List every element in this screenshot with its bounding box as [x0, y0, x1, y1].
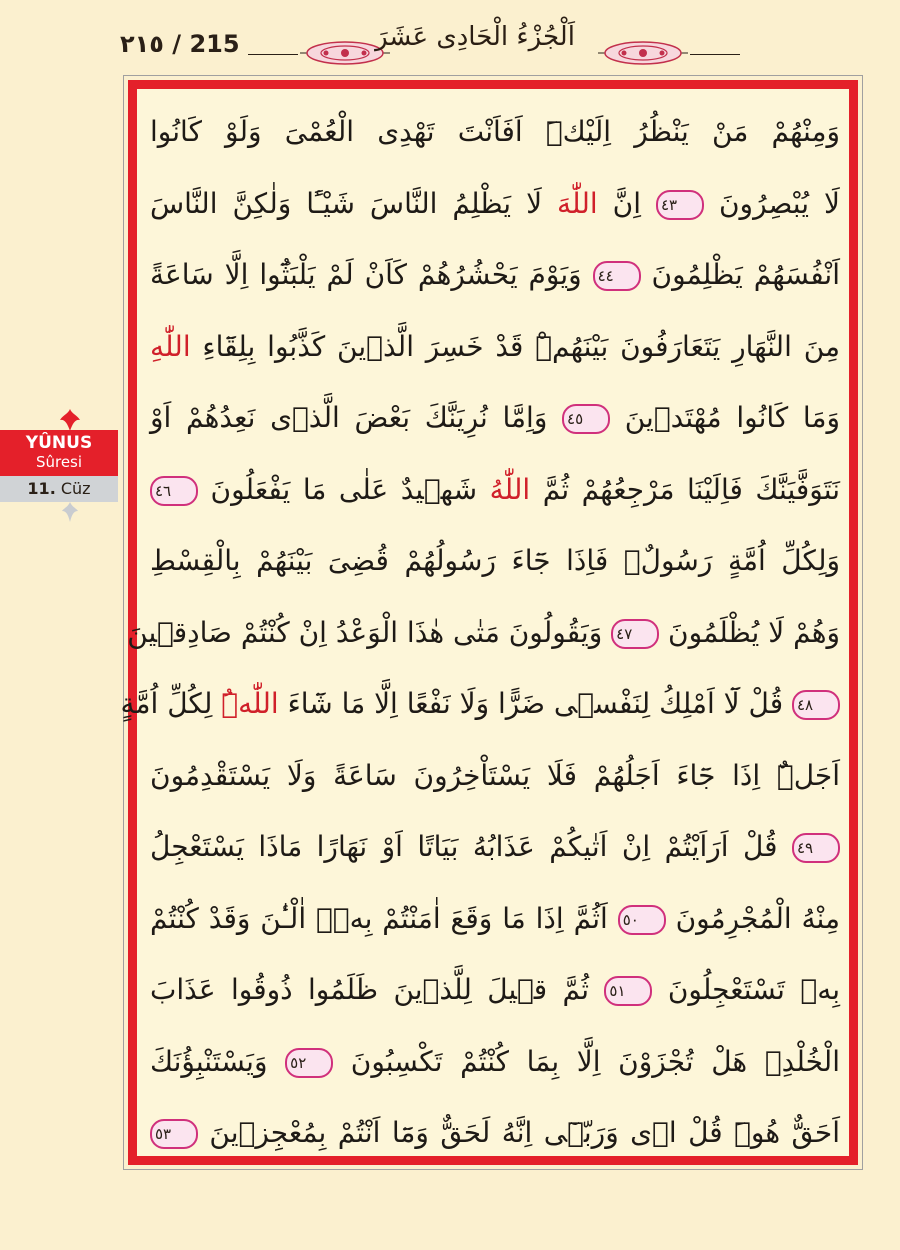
- verse-text: مِنَ النَّهَارِ يَتَعَارَفُونَ بَيْنَهُمْۜ قَدْ خَسِرَ الَّذٖينَ كَذَّبُوا بِلِقَٓاءِ: [190, 329, 840, 363]
- ayah-number-marker: ٤٧: [611, 619, 659, 649]
- page-number-arabic: ٢١٥: [120, 30, 164, 58]
- fleur-ornament-icon: [58, 408, 82, 432]
- verse-line: [150, 311, 840, 383]
- verse-line: [150, 525, 840, 597]
- juz-number: 11.: [27, 479, 56, 498]
- header-rule-right: [690, 54, 740, 55]
- verse-text: الْخُلْدِۚ هَلْ تُجْزَوْنَ اِلَّا بِمَا كُنْتُمْ تَكْسِبُونَ: [333, 1044, 840, 1078]
- verse-line: [120, 668, 840, 740]
- ayah-number-marker: ٤٥: [562, 404, 610, 434]
- verse-text: وَمَا كَانُوا مُهْتَدٖينَ: [610, 401, 840, 434]
- ayah-number-marker: ٥٢: [285, 1048, 333, 1078]
- ayah-number-marker: ٤٨: [792, 690, 840, 720]
- verse-line: [150, 1097, 840, 1169]
- divine-name: اللّٰهُ: [489, 472, 531, 506]
- verse-line: [127, 597, 840, 669]
- verse-text: لَا يُبْصِرُونَ: [703, 186, 841, 220]
- verse-line: [150, 883, 840, 955]
- verse-text: نَتَوَفَّيَنَّكَ فَاِلَيْنَا مَرْجِعُهُمْ ثُمَّ: [530, 472, 840, 506]
- verse-text: لِكُلِّ اُمَّةٍ: [120, 687, 222, 720]
- verse-text: وَمِنْهُمْ مَنْ يَنْظُرُ اِلَيْكَۜ اَفَاَنْتَ تَهْدِى الْعُمْىَ وَلَوْ كَانُوا: [150, 115, 840, 148]
- ayah-number-marker: ٤٩: [792, 833, 840, 863]
- verse-line: [150, 1026, 840, 1098]
- verse-text: لَا يَظْلِمُ النَّاسَ شَيْـًٔا وَلٰكِنَّ النَّاسَ: [150, 186, 558, 220]
- juz-label: Cüz: [60, 479, 91, 498]
- verse-line: [150, 811, 840, 883]
- header-rule-left: [248, 54, 298, 55]
- verse-text: وَيَقُولُونَ مَتٰى هٰذَا الْوَعْدُ اِنْ كُنْتُمْ صَادِقٖينَ: [127, 615, 612, 649]
- surah-label-box: [0, 430, 118, 476]
- juz-label-box: [0, 476, 118, 502]
- floral-ornament-icon: [598, 40, 688, 66]
- verse-text: قُلْ لَٓا اَمْلِكُ لِنَفْسٖى ضَرًّا وَلَا نَفْعًا اِلَّا مَا شَٓاءَ: [278, 687, 792, 720]
- ayah-number-marker: ٤٦: [150, 476, 198, 506]
- verse-text: اَثُمَّ اِذَا مَا وَقَعَ اٰمَنْتُمْ بِهٖۜ اٰلْـٰٔنَ وَقَدْ كُنْتُمْ: [150, 901, 618, 935]
- verse-line: [150, 740, 840, 812]
- verse-text: مِنْهُ الْمُجْرِمُونَ: [665, 901, 840, 935]
- verse-text: ثُمَّ قٖيلَ لِلَّذٖينَ ظَلَمُوا ذُوقُوا عَذَابَ: [150, 973, 605, 1006]
- divine-name: اللّٰهُۜ: [221, 687, 279, 720]
- page-number-latin: 215: [189, 30, 240, 58]
- verse-line: [150, 239, 840, 311]
- verse-text: وَيَوْمَ يَحْشُرُهُمْ كَاَنْ لَمْ يَلْبَثُٓوا اِلَّا سَاعَةً: [150, 258, 593, 291]
- ayah-number-marker: ٤٣: [656, 190, 704, 220]
- page-header: [0, 0, 900, 80]
- ayah-number-marker: ٥٠: [618, 905, 666, 935]
- ayah-number-marker: ٥١: [604, 976, 652, 1006]
- surah-name: YÛNUS: [25, 433, 93, 453]
- surah-side-tab[interactable]: [0, 408, 120, 508]
- verse-line: [150, 96, 840, 168]
- verse-line: [150, 954, 840, 1026]
- verse-text: اَجَلٌۜ اِذَا جَٓاءَ اَجَلُهُمْ فَلَا يَسْتَاْخِرُونَ سَاعَةً وَلَا يَسْتَقْدِمُونَ: [150, 758, 840, 792]
- divine-name: اللّٰهَ: [557, 186, 598, 220]
- verse-text: بِهٖ تَسْتَعْجِلُونَ: [652, 973, 840, 1006]
- quran-text-area: [120, 96, 841, 1169]
- verse-text: اَحَقٌّ هُوَۜ قُلْ اٖى وَرَبّٖٓى اِنَّهُ لَحَقٌّ وَمَٓا اَنْتُمْ بِمُعْجِزٖينَ: [198, 1116, 840, 1149]
- verse-line: [150, 382, 840, 454]
- verse-text: شَهٖيدٌ عَلٰى مَا يَفْعَلُونَ: [198, 472, 490, 506]
- page-number: [120, 30, 240, 58]
- page-number-separator: /: [163, 30, 190, 58]
- divine-name: اللّٰهِ: [150, 329, 191, 363]
- verse-text: وَيَسْتَنْبِؤُنَكَ: [150, 1044, 286, 1078]
- verse-text: قُلْ اَرَاَيْتُمْ اِنْ اَتٰيكُمْ عَذَابُهُ بَيَاتًا اَوْ نَهَارًا مَاذَا يَسْتَعْجِلُ: [150, 830, 792, 863]
- fleur-ornament-bottom-icon: [62, 502, 78, 522]
- verse-line: [150, 454, 840, 526]
- verse-line: [150, 168, 840, 240]
- ayah-number-marker: ٥٣: [150, 1119, 198, 1149]
- juz-title: اَلْجُزْءُ الْحَادِى عَشَرَ: [375, 22, 575, 52]
- verse-text: وَهُمْ لَا يُظْلَمُونَ: [659, 615, 840, 649]
- verse-text: وَاِمَّا نُرِيَنَّكَ بَعْضَ الَّذٖى نَعِدُهُمْ اَوْ: [150, 401, 563, 434]
- verse-text: وَلِكُلِّ اُمَّةٍ رَسُولٌۚ فَاِذَا جَٓاءَ رَسُولُهُمْ قُضِىَ بَيْنَهُمْ بِالْقِسْطِ: [150, 544, 840, 577]
- verse-text: اِنَّ: [597, 186, 656, 220]
- surah-label: Sûresi: [35, 453, 83, 471]
- ayah-number-marker: ٤٤: [593, 261, 641, 291]
- verse-text: اَنْفُسَهُمْ يَظْلِمُونَ: [640, 258, 840, 291]
